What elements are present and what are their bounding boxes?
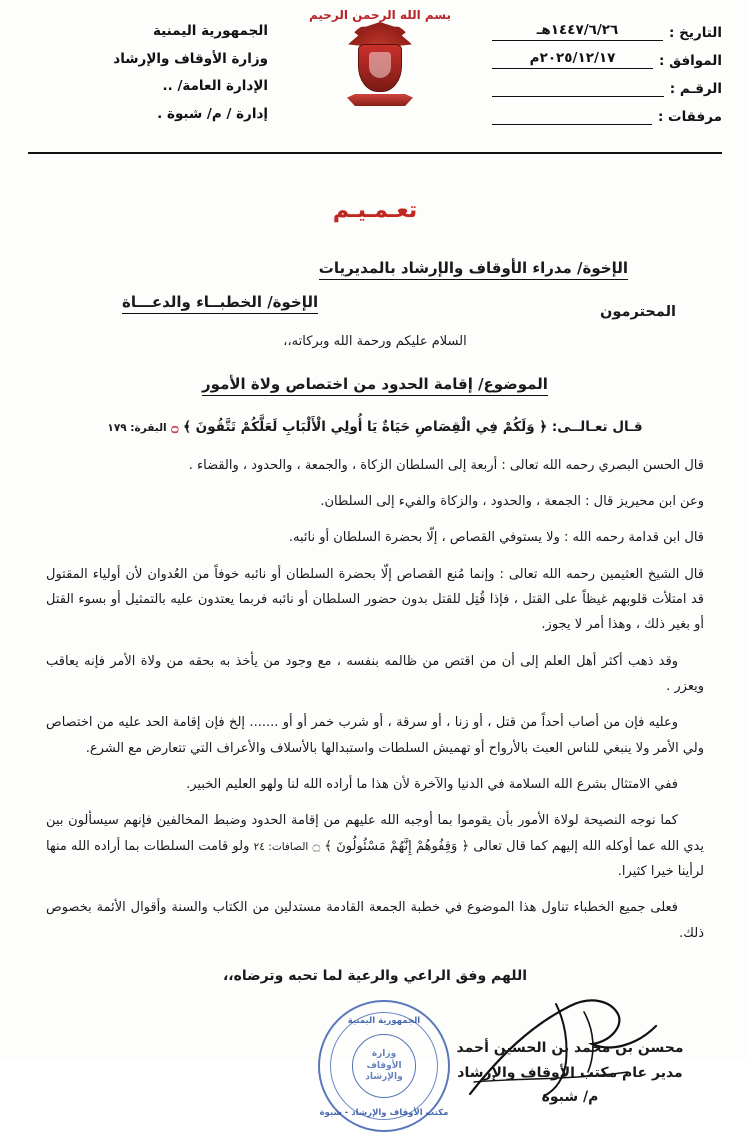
signature-area — [0, 990, 750, 1140]
signatory-name: محسن بن محمد بن الحسين أحمد — [456, 1040, 684, 1057]
field-number-label: الرقـم : — [669, 81, 722, 97]
stamp-bottom-text: مكتب الأوقاف والإرشاد - شبوة — [319, 1108, 449, 1119]
paragraph-3: قال ابن قدامة رحمه الله : ولا يستوفي القصاص ، إلّا بحضرة السلطان أو نائبه. — [288, 530, 704, 546]
field-gregorian-date — [492, 50, 722, 69]
document-header — [0, 0, 750, 150]
advice-verse-ref: الصافات: ٢٤ — [253, 840, 309, 853]
advice-verse-end-mark: ۝ — [312, 838, 321, 854]
reference-fields — [492, 8, 722, 134]
closing-prayer: اللهم وفق الراعي والرعية لما تحبه وترضاه،، — [222, 968, 528, 985]
emblem-block — [285, 8, 475, 106]
paragraph-7: ففي الامتثال بشرع الله السلامة في الدنيا والآخرة لأن هذا ما أراده الله لنا ولهو العليم الخبير. — [186, 777, 678, 793]
verse-end-mark: ۝ — [171, 420, 179, 434]
quran-verse-main — [46, 415, 704, 441]
subject-line: الموضوع/ إقامة الحدود من اختصاص ولاة الأمور — [46, 375, 704, 393]
greeting-line: السلام عليكم ورحمة الله وبركاته،، — [283, 334, 467, 349]
stamp-center-text: وزارة الأوقاف والإرشاد — [365, 1049, 403, 1082]
field-date — [492, 22, 722, 41]
republic-name: الجمهورية اليمنية — [152, 23, 268, 39]
stamp-top-text: الجمهورية اليمنية — [347, 1016, 421, 1027]
basmala-text: بسم الله الرحمن الرحيم — [308, 8, 452, 22]
field-attachments — [492, 106, 722, 125]
signatory-title: مدير عام مكتب الأوقاف والإرشاد — [457, 1064, 683, 1081]
general-directorate: الإدارة العامة/ .. — [162, 78, 268, 95]
ministry-name: وزارة الأوقاف والإرشاد — [113, 50, 268, 67]
advice-pre-text: كما نوجه النصيحة لولاة الأمور بأن يقوموا بما أوجبه الله عليهم من إقامة الحدود وضبط المخالفين فإنهم سيسألون بين يدي الله عما أوكله الله إليهم كما قال تعالى — [46, 813, 704, 854]
header-divider — [28, 152, 722, 154]
field-attachments-label: مرفقات : — [657, 109, 722, 125]
advice-verse-text: ﴿ وَقِفُوهُمْ إِنَّهُمْ مَسْئُولُونَ ﴾ — [324, 838, 470, 854]
field-date-value: ١٤٤٧/٦/٢٦هـ — [492, 22, 663, 41]
addressee-line-2: الإخوة/ الخطبــاء والدعـــاة — [122, 287, 318, 319]
field-gregorian-date-label: الموافق : — [659, 53, 722, 69]
field-date-label: التاريخ : — [669, 25, 722, 41]
addressee-row-2 — [46, 287, 704, 321]
field-gregorian-date-value: ٢٠٢٥/١٢/١٧م — [492, 50, 653, 69]
addressee-line-1: الإخوة/ مدراء الأوقاف والإرشاد بالمديريات — [46, 253, 704, 285]
ministry-block — [28, 8, 268, 129]
paragraph-6: وعليه فإن من أصاب أحداً من قتل ، أو زنا ، أو سرقة ، أو شرب خمر أو أو ....... إلخ فإن إقامة الحد عليه من اختصاص ولي الأمر ولا ينبغي للناس العبث بالأرواح أو تهميش السلطات واستبدالها بالأسلاف والأعراف التي تتعارض مع الشرع. — [46, 715, 704, 756]
yemen-eagle-emblem-icon — [343, 22, 417, 106]
field-number — [492, 78, 722, 97]
signatory-block — [430, 1036, 710, 1110]
quran-verse-ref: البقرة: ١٧٩ — [107, 422, 167, 434]
paragraph-4: قال الشيخ العثيمين رحمه الله تعالى : وإنما مُنع القصاص إلّا بحضرة السلطان أو نائبه خوفاً من العُدوان لأن أولياء المقتول قد امتلأت قلوبهم غيظاً على القتل ، فإذا قُتِل للقتل بدون حضور السلطان أو نائبه فربما يعتدون عليه بالتمثيل أو بسوء القتل أو بغير ذلك ، وهذا أمر لا يجوز. — [46, 566, 704, 633]
document-type-title: تعـمـيـم — [332, 198, 418, 223]
signatory-location: م/ شبوة — [541, 1089, 599, 1106]
field-number-value — [492, 78, 664, 97]
quran-verse-text: قـال تعـالــى: ﴿ وَلَكُمْ فِي الْقِصَاصِ حَيَاةٌ يَا أُولِي الْأَلْبَابِ لَعَلَّكُمْ تَتَّقُونَ ﴾ — [183, 419, 643, 435]
advice-post-text: ولو قامت السلطات بما أراده الله منها لرأينا خيرا كثيرا. — [46, 838, 704, 880]
paragraph-1: قال الحسن البصري رحمه الله تعالى : أربعة إلى السلطان الزكاة ، والجمعة ، والحدود ، والقضاء . — [188, 457, 704, 473]
respect-word: المحترمون — [600, 304, 676, 320]
paragraph-advice — [46, 808, 704, 884]
field-attachments-value — [492, 106, 652, 125]
paragraph-2: وعن ابن محيريز قال : الجمعة ، والحدود ، والزكاة والفيء إلى السلطان. — [320, 493, 704, 509]
directorate: إدارة / م/ شبوة . — [157, 106, 268, 123]
paragraph-5: وقد ذهب أكثر أهل العلم إلى أن من اقتص من ظالمه بنفسه ، مع وجود من يأخذ به بحقه من ولاة الأمر فإنه يعاقب ويعزر . — [46, 653, 704, 695]
document-body — [0, 150, 750, 984]
final-instruction: فعلى جميع الخطباء تناول هذا الموضوع في خطبة الجمعة القادمة مستدلين من الكتاب والسنة وأقوال الأئمة بخصوص ذلك. — [46, 900, 704, 941]
